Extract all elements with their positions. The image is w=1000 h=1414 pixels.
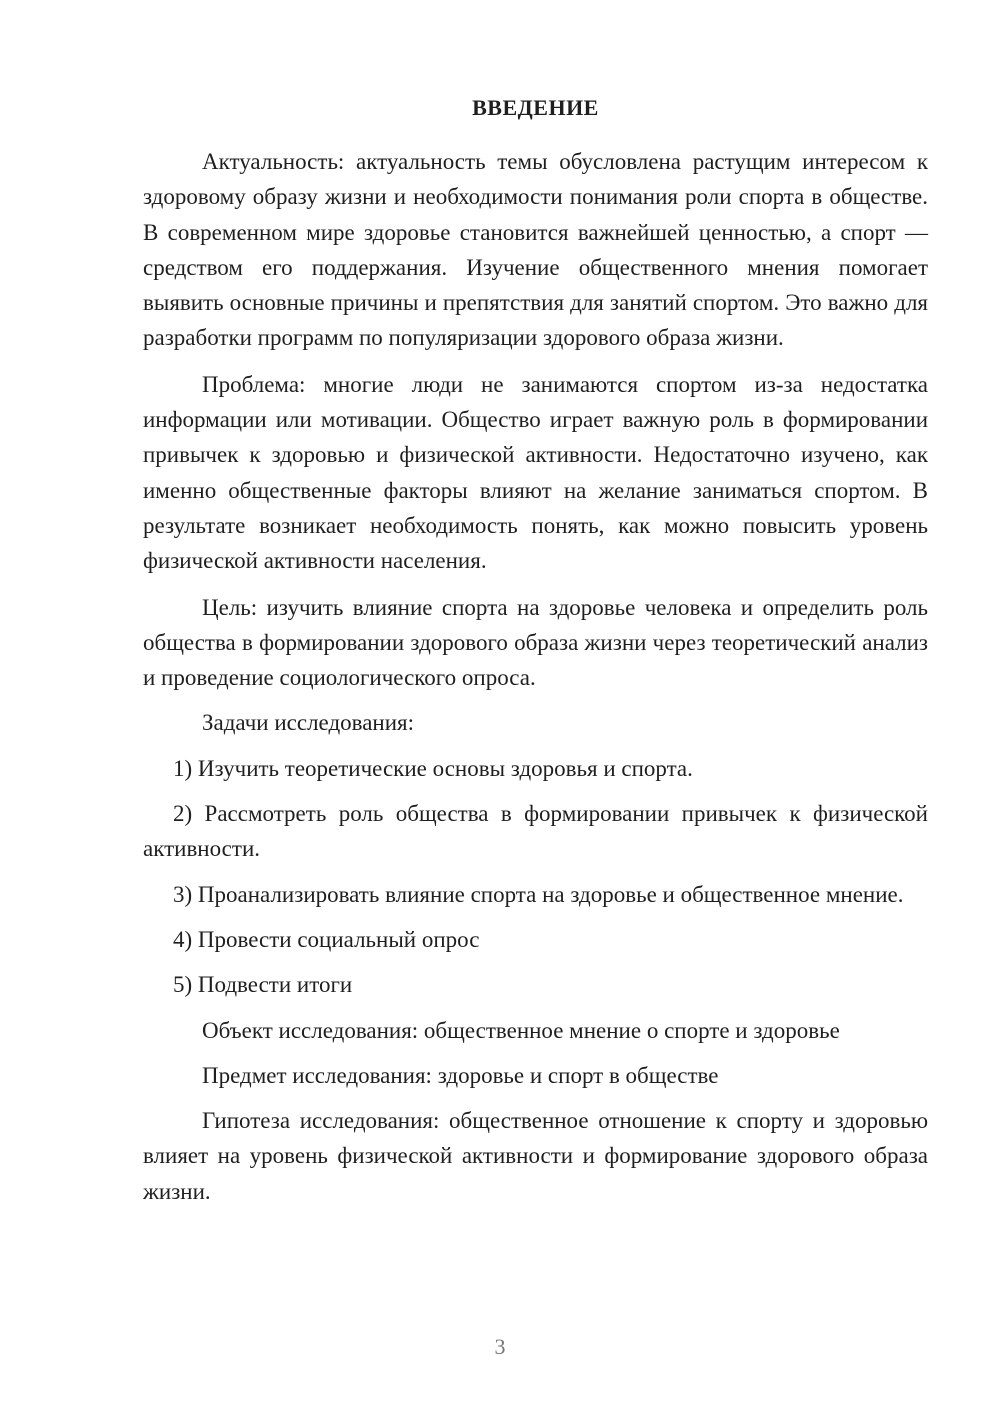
page-content xyxy=(143,92,928,1209)
task-item-3: 3) Проанализировать влияние спорта на здоровье и общественное мнение. xyxy=(173,881,904,907)
goal-paragraph: Цель: изучить влияние спорта на здоровье человека и определить роль общества в формировании здорового образа жизни через теоретический анализ и проведение социологического опроса. xyxy=(143,594,928,691)
page-number: 3 xyxy=(494,1334,506,1359)
research-subject: Предмет исследования: здоровье и спорт в обществе xyxy=(202,1062,719,1088)
section-title: ВВЕДЕНИЕ xyxy=(472,95,599,120)
problem-paragraph: Проблема: многие люди не занимаются спортом из-за недостатка информации или мотивации. Общество играет важную роль в формировании привычек к здоровью и физической активности. Недостаточно изучено, как именно общественные факторы влияют на желание заниматься спортом. В результате возникает необходимость понять, как можно повысить уровень физической активности населения. xyxy=(143,371,928,574)
task-item-2: 2) Рассмотреть роль общества в формировании привычек к физической активности. xyxy=(143,801,928,862)
research-hypothesis: Гипотеза исследования: общественное отношение к спорту и здоровью влияет на уровень физической активности и формирование здорового образа жизни. xyxy=(143,1108,928,1204)
research-object: Объект исследования: общественное мнение о спорте и здоровье xyxy=(202,1017,840,1043)
task-item-5: 5) Подвести итоги xyxy=(173,972,353,998)
task-item-4: 4) Провести социальный опрос xyxy=(173,926,480,952)
task-item-1: 1) Изучить теоретические основы здоровья и спорта. xyxy=(173,755,693,781)
actuality-paragraph: Актуальность: актуальность темы обусловлена растущим интересом к здоровому образу жизни и необходимости понимания роли спорта в обществе. В современном мире здоровье становится важнейшей ценностью, а спорт — средством его поддержания. Изучение общественного мнения помогает выявить основные причины и препятствия для занятий спортом. Это важно для разработки программ по популяризации здорового образа жизни. xyxy=(143,149,928,351)
tasks-heading: Задачи исследования: xyxy=(202,710,415,736)
tasks-list xyxy=(143,751,928,1003)
